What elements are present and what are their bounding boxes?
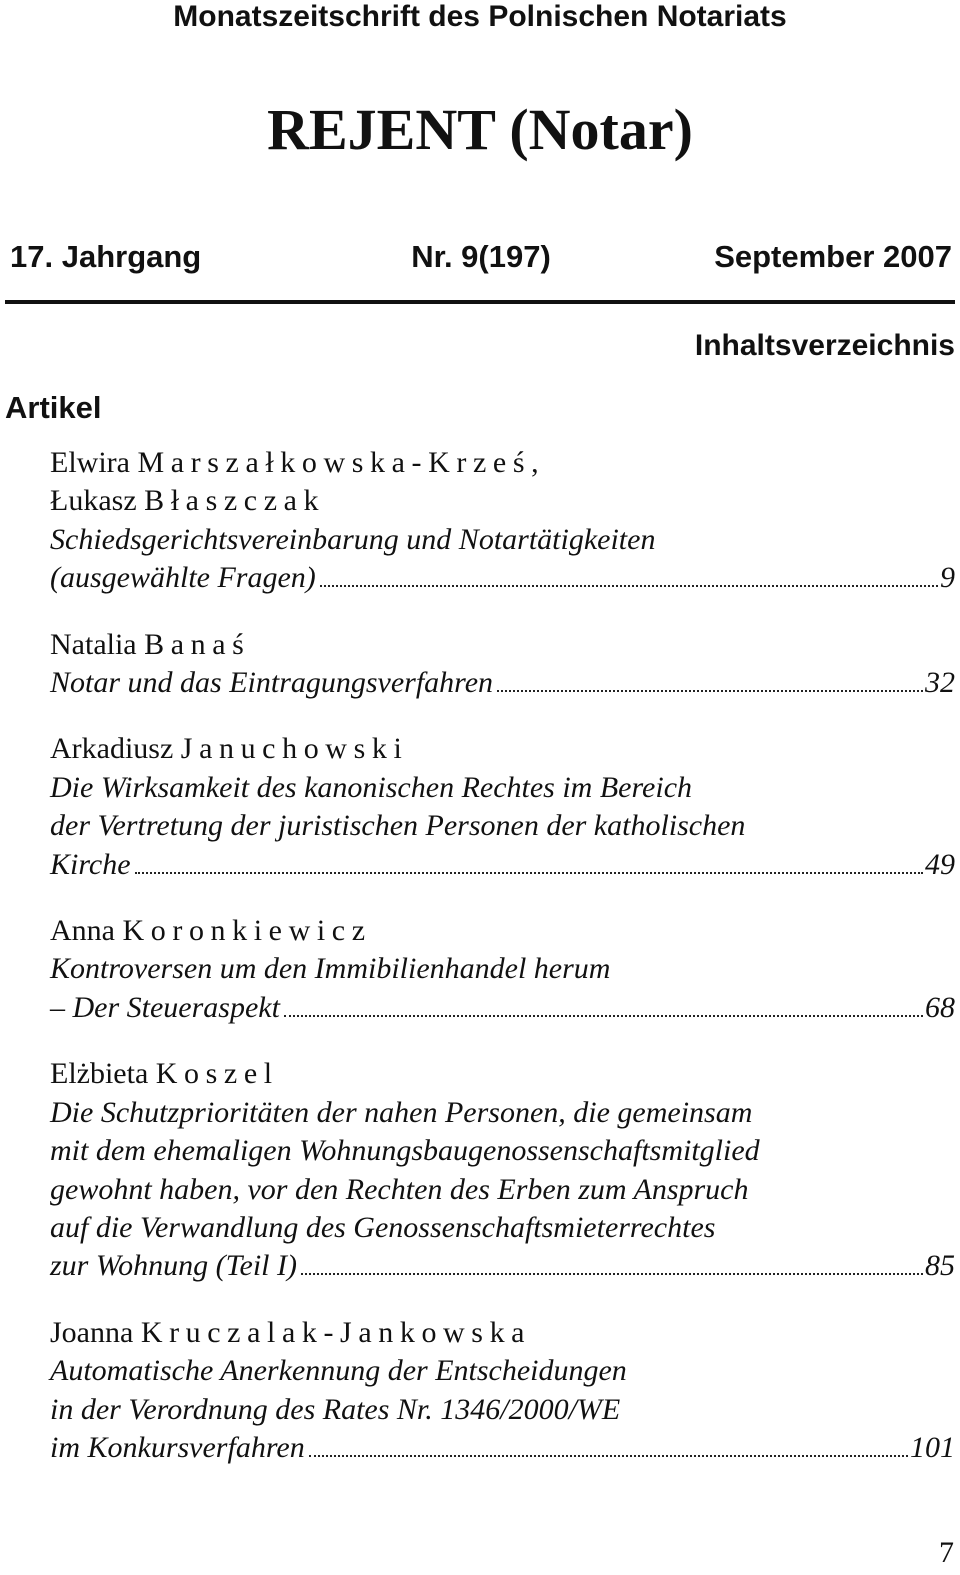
toc-entry — [50, 730, 955, 884]
issue-number: Nr. 9(197) — [411, 239, 551, 274]
entry-title-line: der Vertretung der juristischen Personen der katholischen — [50, 809, 746, 843]
author-first-name: Natalia — [50, 627, 137, 661]
journal-title: REJENT (Notar) — [267, 97, 693, 162]
entry-title-line: in der Verordnung des Rates Nr. 1346/2000/WE — [50, 1392, 621, 1426]
entry-title-last-line — [50, 1429, 955, 1467]
toc-entry — [50, 912, 955, 1027]
entry-title-last-line — [50, 1247, 955, 1285]
entry-title-end: zur Wohnung (Teil I) — [50, 1249, 297, 1283]
entry-title-end: – Der Steueraspekt — [50, 990, 280, 1024]
entry-title-line: Automatische Anerkennung der Entscheidungen — [50, 1354, 627, 1388]
toc-entry — [50, 1055, 955, 1285]
entry-title-last-line — [50, 846, 955, 884]
dot-leader — [301, 1273, 923, 1275]
entry-author — [50, 482, 955, 520]
header-divider — [5, 300, 955, 304]
author-first-name: Łukasz — [50, 484, 137, 518]
entry-page-number: 101 — [910, 1430, 955, 1464]
author-first-name: Arkadiusz — [50, 732, 174, 766]
author-first-name: Elżbieta — [50, 1057, 149, 1091]
entry-page-number: 49 — [925, 847, 955, 881]
entry-title-last-line — [50, 559, 955, 597]
author-first-name: Elwira — [50, 446, 130, 479]
entry-author — [50, 626, 955, 664]
toc-entry — [50, 626, 955, 703]
dot-leader — [320, 585, 938, 587]
author-surname: Błaszczak — [144, 484, 326, 518]
entry-title-line: auf die Verwandlung des Genossenschaftsmieterrechtes — [50, 1210, 716, 1244]
toc-heading: Inhaltsverzeichnis — [694, 329, 955, 362]
entry-page-number: 68 — [925, 990, 955, 1024]
entry-page-number: 32 — [925, 666, 955, 700]
entry-title-line: Schiedsgerichtsvereinbarung und Notartätigkeiten — [50, 522, 656, 556]
toc-entry — [50, 1314, 955, 1468]
entry-title-line: Die Schutzprioritäten der nahen Personen, die gemeinsam — [50, 1095, 753, 1129]
issue-volume: 17. Jahrgang — [10, 239, 202, 274]
author-surname: Koszel — [155, 1057, 279, 1091]
entry-author — [50, 1055, 955, 1093]
author-surname: Kruczalak-Jankowska — [140, 1315, 532, 1349]
entry-title-line: gewohnt haben, vor den Rechten des Erben zum Anspruch — [50, 1172, 749, 1206]
issue-date: September 2007 — [714, 239, 952, 274]
author-surname: Januchowski — [180, 732, 409, 766]
entry-title-last-line — [50, 989, 955, 1027]
page-number: 7 — [939, 1536, 954, 1569]
entry-title-end: im Konkursverfahren — [50, 1430, 305, 1464]
author-first-name: Joanna — [50, 1315, 134, 1349]
author-first-name: Anna — [50, 914, 115, 948]
entry-title-end: Kirche — [50, 847, 131, 881]
entry-title-line: mit dem ehemaligen Wohnungsbaugenossenschaftsmitglied — [50, 1134, 760, 1168]
entry-author — [50, 1314, 955, 1352]
journal-subtitle: Monatszeitschrift des Polnischen Notariats — [173, 0, 787, 33]
entry-author — [50, 912, 955, 950]
entry-author — [50, 730, 955, 768]
dot-leader — [309, 1455, 908, 1457]
dot-leader — [135, 872, 923, 874]
dot-leader — [284, 1015, 923, 1017]
entry-title-end: (ausgewählte Fragen) — [50, 561, 316, 595]
entry-title-end: Notar und das Eintragungsverfahren — [50, 666, 494, 700]
author-surname: Banaś — [144, 627, 251, 661]
section-heading: Artikel — [5, 390, 102, 425]
dot-leader — [497, 690, 923, 692]
author-surname: Marszałkowska-Krześ, — [137, 446, 546, 479]
entry-page-number: 9 — [940, 561, 955, 595]
entry-title-line: Die Wirksamkeit des kanonischen Rechtes im Bereich — [50, 770, 693, 804]
issue-info — [10, 236, 952, 278]
toc-entry — [50, 444, 955, 598]
author-surname: Koronkiewicz — [122, 914, 372, 948]
entry-title-line: Kontroversen um den Immibilienhandel herum — [50, 952, 611, 986]
entry-title-last-line — [50, 664, 955, 702]
entry-author — [50, 444, 955, 482]
entry-page-number: 85 — [925, 1249, 955, 1283]
toc-entries — [50, 444, 955, 1495]
